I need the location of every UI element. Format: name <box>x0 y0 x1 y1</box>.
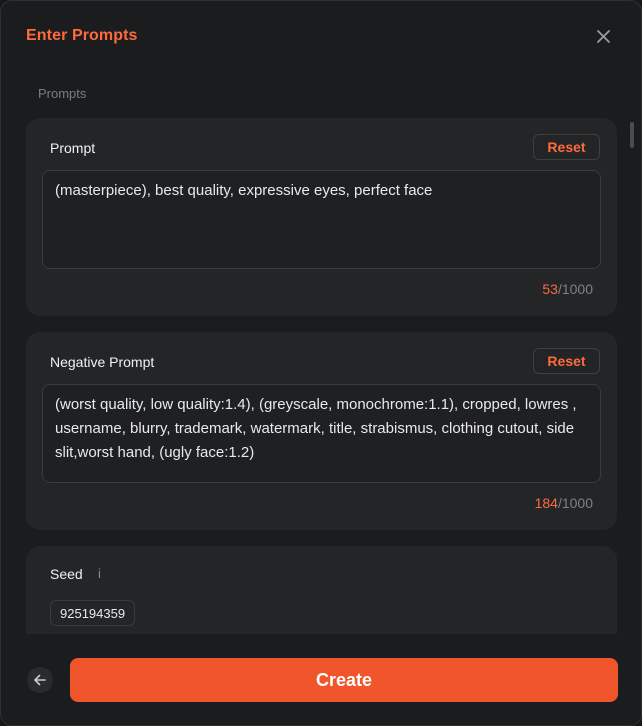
prompt-input[interactable]: (masterpiece), best quality, expressive eyes, perfect face <box>42 170 601 269</box>
negative-prompt-label: Negative Prompt <box>50 354 155 370</box>
close-icon <box>593 26 615 48</box>
scrollbar-thumb[interactable] <box>630 122 634 148</box>
prompt-label: Prompt <box>50 140 96 156</box>
negative-prompt-card <box>26 332 617 530</box>
prompt-char-count: 53 <box>542 281 558 297</box>
seed-input[interactable]: 925194359 <box>50 600 135 626</box>
seed-label: Seed <box>50 566 83 582</box>
arrow-left-icon <box>32 672 48 688</box>
close-button[interactable] <box>593 26 615 48</box>
negative-prompt-char-max: /1000 <box>557 495 593 511</box>
prompt-reset-button[interactable]: Reset <box>533 134 600 160</box>
prompt-char-counter <box>542 281 593 297</box>
negative-prompt-input[interactable]: (worst quality, low quality:1.4), (greyscale, monochrome:1.1), cropped, lowres , username, blurry, trademark, watermark, title, strabismus, clothing cutout, side slit,worst hand, (ugly face:1.2) <box>42 384 601 483</box>
dialog-footer <box>1 634 641 725</box>
prompt-char-max: /1000 <box>557 281 593 297</box>
dialog-title: Enter Prompts <box>26 27 138 44</box>
prompt-card <box>26 118 617 316</box>
create-button[interactable]: Create <box>70 658 618 702</box>
seed-info-icon[interactable]: i <box>98 566 101 581</box>
negative-prompt-char-count: 184 <box>534 495 558 511</box>
negative-prompt-reset-button[interactable]: Reset <box>533 348 600 374</box>
section-label: Prompts <box>38 86 87 101</box>
negative-prompt-char-counter <box>535 495 593 511</box>
back-button[interactable] <box>27 667 53 693</box>
